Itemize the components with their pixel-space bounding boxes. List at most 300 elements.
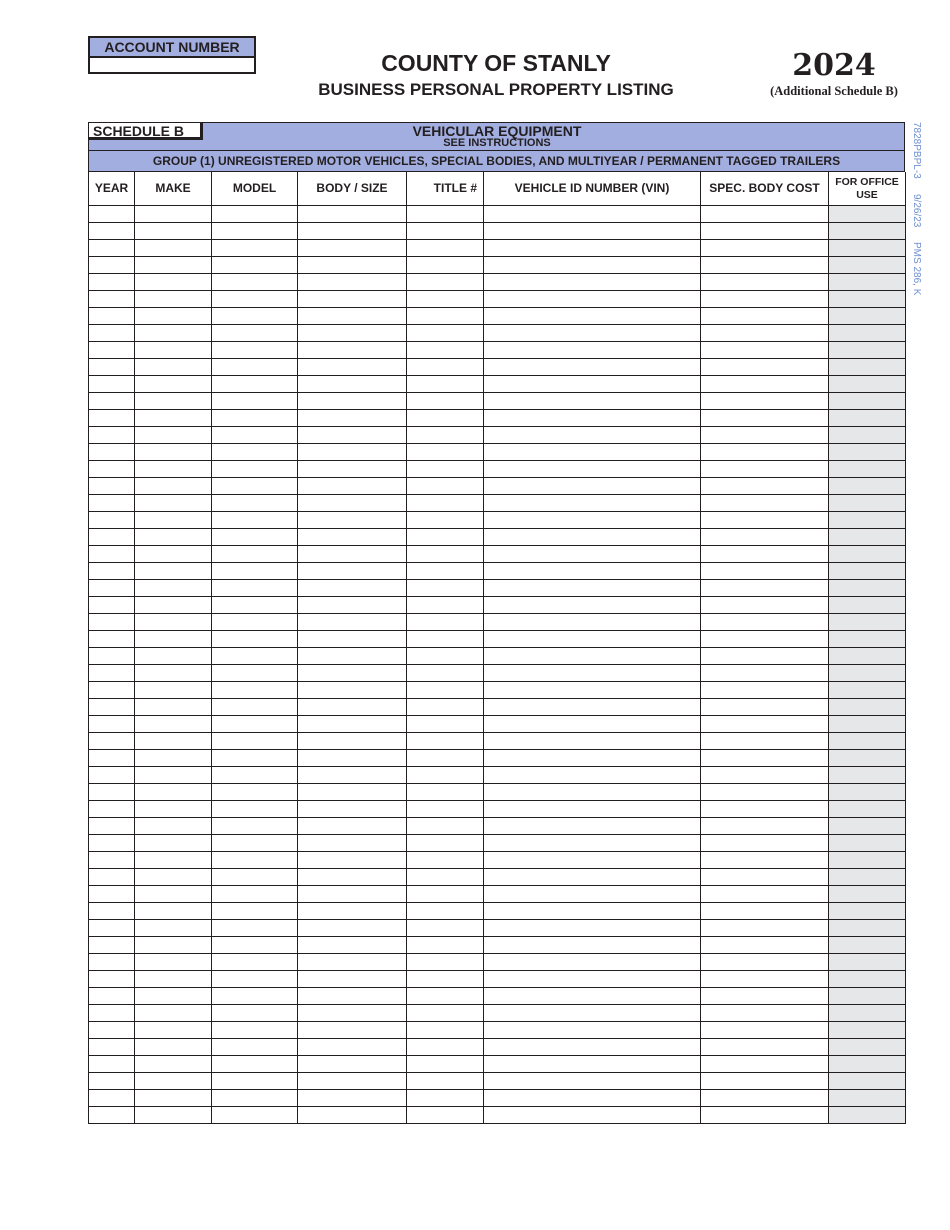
cell-year[interactable] (89, 257, 135, 274)
cell-spec-body-cost[interactable] (701, 206, 829, 223)
cell-make[interactable] (135, 1073, 212, 1090)
cell-make[interactable] (135, 410, 212, 427)
cell-vin[interactable] (484, 359, 701, 376)
cell-title-number[interactable] (407, 750, 484, 767)
cell-year[interactable] (89, 223, 135, 240)
cell-title-number[interactable] (407, 342, 484, 359)
cell-model[interactable] (212, 699, 298, 716)
cell-body-size[interactable] (298, 648, 407, 665)
cell-spec-body-cost[interactable] (701, 801, 829, 818)
cell-vin[interactable] (484, 546, 701, 563)
cell-spec-body-cost[interactable] (701, 291, 829, 308)
cell-model[interactable] (212, 1090, 298, 1107)
cell-vin[interactable] (484, 342, 701, 359)
cell-model[interactable] (212, 835, 298, 852)
cell-year[interactable] (89, 410, 135, 427)
cell-title-number[interactable] (407, 529, 484, 546)
cell-vin[interactable] (484, 206, 701, 223)
cell-make[interactable] (135, 478, 212, 495)
cell-make[interactable] (135, 308, 212, 325)
cell-model[interactable] (212, 393, 298, 410)
cell-model[interactable] (212, 1005, 298, 1022)
cell-spec-body-cost[interactable] (701, 733, 829, 750)
cell-title-number[interactable] (407, 801, 484, 818)
cell-model[interactable] (212, 478, 298, 495)
cell-vin[interactable] (484, 801, 701, 818)
cell-spec-body-cost[interactable] (701, 359, 829, 376)
cell-year[interactable] (89, 376, 135, 393)
cell-spec-body-cost[interactable] (701, 1073, 829, 1090)
cell-body-size[interactable] (298, 971, 407, 988)
cell-body-size[interactable] (298, 733, 407, 750)
cell-spec-body-cost[interactable] (701, 1022, 829, 1039)
cell-spec-body-cost[interactable] (701, 631, 829, 648)
cell-model[interactable] (212, 206, 298, 223)
cell-make[interactable] (135, 257, 212, 274)
cell-year[interactable] (89, 852, 135, 869)
cell-body-size[interactable] (298, 1022, 407, 1039)
cell-model[interactable] (212, 852, 298, 869)
cell-vin[interactable] (484, 665, 701, 682)
cell-title-number[interactable] (407, 291, 484, 308)
cell-title-number[interactable] (407, 852, 484, 869)
cell-body-size[interactable] (298, 903, 407, 920)
cell-body-size[interactable] (298, 478, 407, 495)
cell-spec-body-cost[interactable] (701, 920, 829, 937)
cell-vin[interactable] (484, 1090, 701, 1107)
cell-model[interactable] (212, 869, 298, 886)
cell-title-number[interactable] (407, 920, 484, 937)
cell-year[interactable] (89, 546, 135, 563)
cell-make[interactable] (135, 852, 212, 869)
cell-year[interactable] (89, 801, 135, 818)
cell-model[interactable] (212, 818, 298, 835)
cell-make[interactable] (135, 223, 212, 240)
cell-title-number[interactable] (407, 648, 484, 665)
cell-body-size[interactable] (298, 410, 407, 427)
cell-vin[interactable] (484, 478, 701, 495)
cell-spec-body-cost[interactable] (701, 818, 829, 835)
cell-model[interactable] (212, 495, 298, 512)
cell-make[interactable] (135, 920, 212, 937)
cell-title-number[interactable] (407, 784, 484, 801)
cell-model[interactable] (212, 937, 298, 954)
cell-spec-body-cost[interactable] (701, 393, 829, 410)
cell-year[interactable] (89, 869, 135, 886)
cell-spec-body-cost[interactable] (701, 342, 829, 359)
cell-body-size[interactable] (298, 325, 407, 342)
cell-make[interactable] (135, 1022, 212, 1039)
cell-model[interactable] (212, 784, 298, 801)
cell-model[interactable] (212, 614, 298, 631)
cell-spec-body-cost[interactable] (701, 767, 829, 784)
cell-model[interactable] (212, 886, 298, 903)
cell-year[interactable] (89, 954, 135, 971)
cell-make[interactable] (135, 648, 212, 665)
cell-body-size[interactable] (298, 291, 407, 308)
cell-model[interactable] (212, 750, 298, 767)
cell-title-number[interactable] (407, 614, 484, 631)
cell-spec-body-cost[interactable] (701, 869, 829, 886)
cell-vin[interactable] (484, 1022, 701, 1039)
cell-vin[interactable] (484, 257, 701, 274)
cell-year[interactable] (89, 342, 135, 359)
cell-model[interactable] (212, 240, 298, 257)
cell-vin[interactable] (484, 512, 701, 529)
cell-title-number[interactable] (407, 580, 484, 597)
cell-title-number[interactable] (407, 495, 484, 512)
cell-spec-body-cost[interactable] (701, 223, 829, 240)
cell-model[interactable] (212, 920, 298, 937)
cell-title-number[interactable] (407, 512, 484, 529)
cell-title-number[interactable] (407, 376, 484, 393)
cell-make[interactable] (135, 954, 212, 971)
cell-year[interactable] (89, 903, 135, 920)
cell-spec-body-cost[interactable] (701, 1005, 829, 1022)
cell-title-number[interactable] (407, 427, 484, 444)
cell-year[interactable] (89, 665, 135, 682)
cell-year[interactable] (89, 597, 135, 614)
cell-vin[interactable] (484, 733, 701, 750)
cell-model[interactable] (212, 325, 298, 342)
cell-title-number[interactable] (407, 971, 484, 988)
cell-model[interactable] (212, 801, 298, 818)
cell-vin[interactable] (484, 784, 701, 801)
cell-vin[interactable] (484, 563, 701, 580)
cell-year[interactable] (89, 1073, 135, 1090)
cell-make[interactable] (135, 240, 212, 257)
account-number-input[interactable] (90, 58, 254, 74)
cell-title-number[interactable] (407, 937, 484, 954)
cell-year[interactable] (89, 580, 135, 597)
cell-title-number[interactable] (407, 988, 484, 1005)
cell-title-number[interactable] (407, 240, 484, 257)
cell-model[interactable] (212, 733, 298, 750)
cell-model[interactable] (212, 971, 298, 988)
cell-vin[interactable] (484, 529, 701, 546)
cell-spec-body-cost[interactable] (701, 614, 829, 631)
cell-vin[interactable] (484, 597, 701, 614)
cell-make[interactable] (135, 376, 212, 393)
cell-title-number[interactable] (407, 1107, 484, 1124)
cell-spec-body-cost[interactable] (701, 835, 829, 852)
cell-vin[interactable] (484, 495, 701, 512)
cell-spec-body-cost[interactable] (701, 682, 829, 699)
cell-vin[interactable] (484, 427, 701, 444)
cell-make[interactable] (135, 580, 212, 597)
cell-spec-body-cost[interactable] (701, 597, 829, 614)
cell-year[interactable] (89, 631, 135, 648)
cell-spec-body-cost[interactable] (701, 937, 829, 954)
cell-spec-body-cost[interactable] (701, 376, 829, 393)
cell-spec-body-cost[interactable] (701, 648, 829, 665)
cell-spec-body-cost[interactable] (701, 988, 829, 1005)
cell-body-size[interactable] (298, 1107, 407, 1124)
cell-spec-body-cost[interactable] (701, 308, 829, 325)
cell-make[interactable] (135, 665, 212, 682)
cell-title-number[interactable] (407, 818, 484, 835)
cell-body-size[interactable] (298, 580, 407, 597)
cell-model[interactable] (212, 274, 298, 291)
cell-year[interactable] (89, 988, 135, 1005)
cell-body-size[interactable] (298, 597, 407, 614)
cell-title-number[interactable] (407, 886, 484, 903)
cell-vin[interactable] (484, 852, 701, 869)
cell-spec-body-cost[interactable] (701, 1039, 829, 1056)
cell-make[interactable] (135, 597, 212, 614)
cell-title-number[interactable] (407, 308, 484, 325)
cell-model[interactable] (212, 648, 298, 665)
cell-make[interactable] (135, 342, 212, 359)
cell-model[interactable] (212, 988, 298, 1005)
cell-body-size[interactable] (298, 563, 407, 580)
cell-make[interactable] (135, 699, 212, 716)
cell-body-size[interactable] (298, 1073, 407, 1090)
cell-body-size[interactable] (298, 784, 407, 801)
cell-model[interactable] (212, 410, 298, 427)
cell-model[interactable] (212, 954, 298, 971)
cell-model[interactable] (212, 529, 298, 546)
cell-spec-body-cost[interactable] (701, 665, 829, 682)
cell-body-size[interactable] (298, 937, 407, 954)
cell-make[interactable] (135, 359, 212, 376)
cell-title-number[interactable] (407, 1022, 484, 1039)
cell-make[interactable] (135, 631, 212, 648)
cell-body-size[interactable] (298, 665, 407, 682)
cell-body-size[interactable] (298, 954, 407, 971)
cell-title-number[interactable] (407, 461, 484, 478)
cell-model[interactable] (212, 903, 298, 920)
cell-body-size[interactable] (298, 274, 407, 291)
cell-title-number[interactable] (407, 869, 484, 886)
cell-year[interactable] (89, 529, 135, 546)
cell-make[interactable] (135, 461, 212, 478)
cell-vin[interactable] (484, 1039, 701, 1056)
cell-body-size[interactable] (298, 546, 407, 563)
cell-title-number[interactable] (407, 631, 484, 648)
cell-make[interactable] (135, 291, 212, 308)
cell-model[interactable] (212, 512, 298, 529)
cell-year[interactable] (89, 308, 135, 325)
cell-model[interactable] (212, 1107, 298, 1124)
cell-body-size[interactable] (298, 988, 407, 1005)
cell-make[interactable] (135, 495, 212, 512)
cell-year[interactable] (89, 563, 135, 580)
cell-make[interactable] (135, 427, 212, 444)
cell-make[interactable] (135, 274, 212, 291)
cell-body-size[interactable] (298, 716, 407, 733)
cell-make[interactable] (135, 784, 212, 801)
cell-title-number[interactable] (407, 665, 484, 682)
cell-vin[interactable] (484, 954, 701, 971)
cell-vin[interactable] (484, 410, 701, 427)
cell-model[interactable] (212, 1073, 298, 1090)
cell-make[interactable] (135, 733, 212, 750)
cell-vin[interactable] (484, 869, 701, 886)
cell-model[interactable] (212, 665, 298, 682)
cell-model[interactable] (212, 342, 298, 359)
cell-body-size[interactable] (298, 614, 407, 631)
cell-vin[interactable] (484, 937, 701, 954)
cell-vin[interactable] (484, 1107, 701, 1124)
cell-make[interactable] (135, 971, 212, 988)
cell-vin[interactable] (484, 1056, 701, 1073)
cell-vin[interactable] (484, 699, 701, 716)
cell-spec-body-cost[interactable] (701, 529, 829, 546)
cell-spec-body-cost[interactable] (701, 1056, 829, 1073)
cell-vin[interactable] (484, 325, 701, 342)
cell-body-size[interactable] (298, 427, 407, 444)
cell-model[interactable] (212, 546, 298, 563)
cell-year[interactable] (89, 750, 135, 767)
cell-year[interactable] (89, 1022, 135, 1039)
cell-spec-body-cost[interactable] (701, 563, 829, 580)
cell-make[interactable] (135, 512, 212, 529)
cell-model[interactable] (212, 291, 298, 308)
cell-vin[interactable] (484, 682, 701, 699)
cell-model[interactable] (212, 1039, 298, 1056)
cell-spec-body-cost[interactable] (701, 1107, 829, 1124)
cell-body-size[interactable] (298, 223, 407, 240)
cell-year[interactable] (89, 359, 135, 376)
cell-make[interactable] (135, 750, 212, 767)
cell-year[interactable] (89, 427, 135, 444)
cell-spec-body-cost[interactable] (701, 546, 829, 563)
cell-vin[interactable] (484, 920, 701, 937)
cell-vin[interactable] (484, 291, 701, 308)
cell-body-size[interactable] (298, 1039, 407, 1056)
cell-title-number[interactable] (407, 1056, 484, 1073)
cell-vin[interactable] (484, 614, 701, 631)
cell-body-size[interactable] (298, 750, 407, 767)
cell-vin[interactable] (484, 461, 701, 478)
cell-model[interactable] (212, 563, 298, 580)
cell-year[interactable] (89, 937, 135, 954)
cell-spec-body-cost[interactable] (701, 852, 829, 869)
cell-body-size[interactable] (298, 1090, 407, 1107)
cell-year[interactable] (89, 325, 135, 342)
cell-body-size[interactable] (298, 461, 407, 478)
cell-make[interactable] (135, 1039, 212, 1056)
cell-model[interactable] (212, 682, 298, 699)
cell-year[interactable] (89, 444, 135, 461)
cell-body-size[interactable] (298, 359, 407, 376)
cell-vin[interactable] (484, 308, 701, 325)
cell-make[interactable] (135, 988, 212, 1005)
cell-make[interactable] (135, 614, 212, 631)
cell-title-number[interactable] (407, 410, 484, 427)
cell-year[interactable] (89, 393, 135, 410)
cell-year[interactable] (89, 206, 135, 223)
cell-body-size[interactable] (298, 699, 407, 716)
cell-vin[interactable] (484, 903, 701, 920)
cell-title-number[interactable] (407, 444, 484, 461)
cell-body-size[interactable] (298, 835, 407, 852)
cell-vin[interactable] (484, 818, 701, 835)
cell-model[interactable] (212, 716, 298, 733)
cell-body-size[interactable] (298, 1056, 407, 1073)
cell-make[interactable] (135, 937, 212, 954)
cell-make[interactable] (135, 767, 212, 784)
cell-year[interactable] (89, 291, 135, 308)
cell-year[interactable] (89, 1090, 135, 1107)
cell-make[interactable] (135, 206, 212, 223)
cell-spec-body-cost[interactable] (701, 1090, 829, 1107)
cell-make[interactable] (135, 1090, 212, 1107)
cell-body-size[interactable] (298, 869, 407, 886)
cell-year[interactable] (89, 682, 135, 699)
cell-make[interactable] (135, 1056, 212, 1073)
cell-year[interactable] (89, 1107, 135, 1124)
cell-make[interactable] (135, 529, 212, 546)
cell-model[interactable] (212, 1022, 298, 1039)
cell-title-number[interactable] (407, 223, 484, 240)
cell-year[interactable] (89, 835, 135, 852)
cell-year[interactable] (89, 512, 135, 529)
cell-title-number[interactable] (407, 954, 484, 971)
cell-title-number[interactable] (407, 206, 484, 223)
cell-make[interactable] (135, 716, 212, 733)
cell-body-size[interactable] (298, 308, 407, 325)
cell-title-number[interactable] (407, 835, 484, 852)
cell-make[interactable] (135, 325, 212, 342)
cell-make[interactable] (135, 869, 212, 886)
cell-year[interactable] (89, 886, 135, 903)
cell-body-size[interactable] (298, 920, 407, 937)
cell-make[interactable] (135, 903, 212, 920)
cell-model[interactable] (212, 359, 298, 376)
cell-model[interactable] (212, 257, 298, 274)
cell-body-size[interactable] (298, 886, 407, 903)
cell-year[interactable] (89, 1039, 135, 1056)
cell-make[interactable] (135, 444, 212, 461)
cell-title-number[interactable] (407, 563, 484, 580)
cell-vin[interactable] (484, 886, 701, 903)
cell-model[interactable] (212, 376, 298, 393)
cell-year[interactable] (89, 920, 135, 937)
cell-year[interactable] (89, 784, 135, 801)
cell-make[interactable] (135, 1107, 212, 1124)
cell-vin[interactable] (484, 376, 701, 393)
cell-title-number[interactable] (407, 478, 484, 495)
cell-title-number[interactable] (407, 1005, 484, 1022)
cell-body-size[interactable] (298, 801, 407, 818)
cell-spec-body-cost[interactable] (701, 461, 829, 478)
cell-vin[interactable] (484, 767, 701, 784)
cell-body-size[interactable] (298, 767, 407, 784)
cell-spec-body-cost[interactable] (701, 257, 829, 274)
cell-body-size[interactable] (298, 1005, 407, 1022)
cell-body-size[interactable] (298, 342, 407, 359)
cell-spec-body-cost[interactable] (701, 512, 829, 529)
cell-spec-body-cost[interactable] (701, 240, 829, 257)
cell-year[interactable] (89, 699, 135, 716)
cell-spec-body-cost[interactable] (701, 784, 829, 801)
cell-spec-body-cost[interactable] (701, 971, 829, 988)
cell-year[interactable] (89, 614, 135, 631)
cell-title-number[interactable] (407, 767, 484, 784)
cell-spec-body-cost[interactable] (701, 716, 829, 733)
cell-year[interactable] (89, 240, 135, 257)
cell-spec-body-cost[interactable] (701, 903, 829, 920)
cell-title-number[interactable] (407, 903, 484, 920)
cell-title-number[interactable] (407, 1073, 484, 1090)
cell-model[interactable] (212, 631, 298, 648)
cell-model[interactable] (212, 580, 298, 597)
cell-model[interactable] (212, 461, 298, 478)
cell-vin[interactable] (484, 750, 701, 767)
cell-make[interactable] (135, 546, 212, 563)
